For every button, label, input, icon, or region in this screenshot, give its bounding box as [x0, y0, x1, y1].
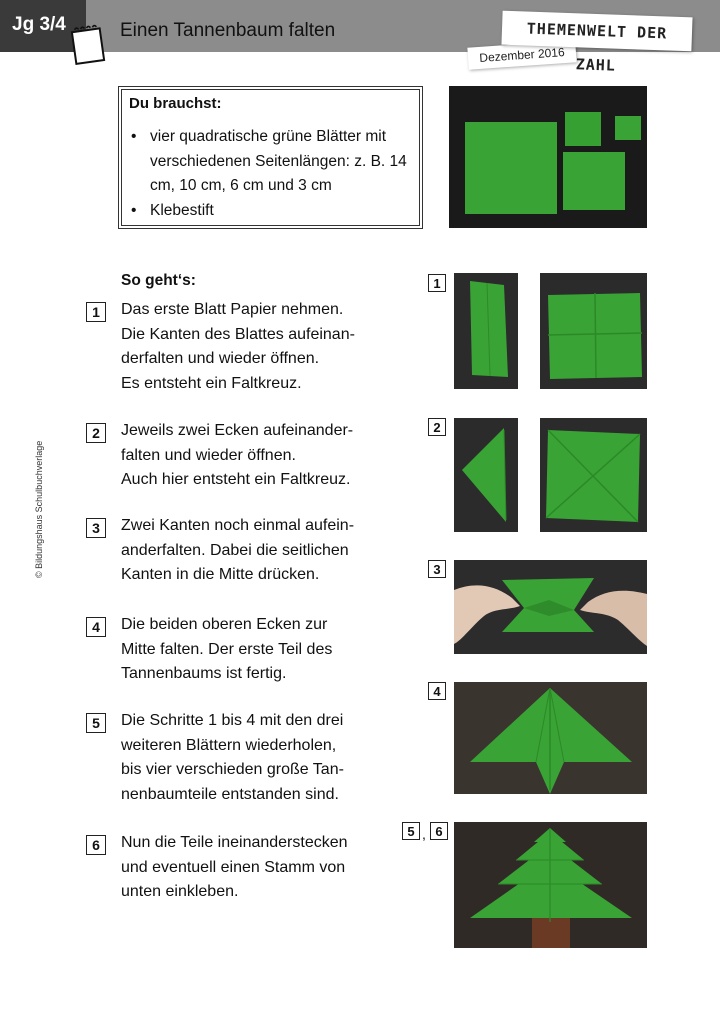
step-text-2: Jeweils zwei Ecken aufeinander- falten und wieder öffnen. Auch hier entsteht ein Faltkreuz. — [121, 422, 354, 488]
step-number-6: 6 — [86, 835, 106, 855]
instructions-heading: So geht‘s: — [121, 272, 196, 289]
photo-label-3: 3 — [428, 560, 446, 578]
step-text-6: Nun die Teile ineinanderstecken und eventuell einen Stamm von unten einkleben. — [121, 834, 348, 900]
step-number-5: 5 — [86, 713, 106, 733]
materials-item: • Klebestift — [129, 199, 415, 224]
step-text-4: Die beiden oberen Ecken zur Mitte falten. Der erste Teil des Tannenbaums ist fertig. — [121, 616, 333, 682]
grade-label: Jg 3/4 — [12, 14, 66, 35]
step-text-1: Das erste Blatt Papier nehmen. Die Kanten des Blattes aufeinan- derfalten und wieder öffnen. Es entsteht ein Faltkreuz. — [121, 301, 355, 392]
photo-label-2: 2 — [428, 418, 446, 436]
photo-label-1: 1 — [428, 274, 446, 292]
copyright-note: © Bildungshaus Schulbuchverlage — [34, 440, 44, 578]
step3-photo — [454, 560, 647, 654]
step1-photo-open — [540, 273, 647, 389]
step-number-4: 4 — [86, 617, 106, 637]
date-tag: Dezember 2016 — [467, 40, 576, 69]
step1-photo-folded — [454, 273, 518, 389]
brand-logo: THEMENWELT DER ZAHL — [501, 11, 692, 52]
materials-item: • vier quadratische grüne Blätter mit verschiedenen Seitenlängen: z. B. 14 cm, 10 cm, 6 cm und 3 cm — [129, 125, 415, 199]
materials-list — [129, 125, 415, 223]
photo-label-5: 5 — [402, 822, 420, 840]
step-text-3: Zwei Kanten noch einmal aufein- anderfalten. Dabei die seitlichen Kanten in die Mitte drücken. — [121, 517, 355, 583]
step56-photo — [454, 822, 647, 948]
photo-label-separator: , — [422, 826, 426, 842]
step-number-3: 3 — [86, 518, 106, 538]
materials-photo — [449, 86, 647, 228]
step-text-5: Die Schritte 1 bis 4 mit den drei weiteren Blättern wiederholen, bis vier verschieden große Tan- nenbaumteile entstanden sind. — [121, 712, 344, 803]
page-title: Einen Tannenbaum falten — [120, 20, 336, 41]
step-number-2: 2 — [86, 423, 106, 443]
step-number-1: 1 — [86, 302, 106, 322]
step2-photo-open — [540, 418, 647, 532]
step2-photo-folded — [454, 418, 518, 532]
photo-label-4: 4 — [428, 682, 446, 700]
materials-title: Du brauchst: — [129, 95, 222, 112]
materials-box — [118, 86, 423, 229]
notebook-icon — [68, 24, 110, 68]
photo-label-6: 6 — [430, 822, 448, 840]
step4-photo — [454, 682, 647, 794]
